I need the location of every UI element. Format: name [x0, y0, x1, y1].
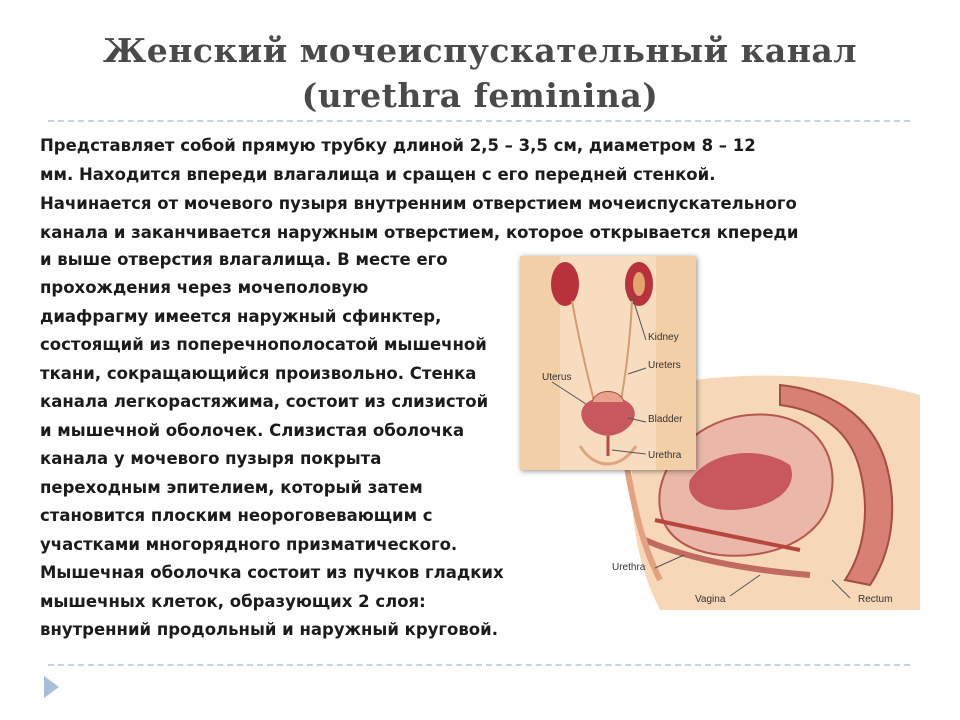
- text-line: Начинается от мочевого пузыря внутренним отверстием мочеиспускательного: [40, 194, 797, 213]
- slide-bullet-icon: [44, 676, 59, 698]
- title-line-1: Женский мочеиспускательный канал: [102, 31, 858, 70]
- text-line: диафрагму имеется наружный сфинктер,: [40, 307, 442, 326]
- text-line: прохождения через мочеполовую: [40, 278, 369, 297]
- text-line: участками многорядного призматического.: [40, 535, 458, 554]
- text-line: становится плоским неороговевающим с: [40, 506, 433, 525]
- slide-title: [40, 28, 920, 118]
- top-divider: [48, 120, 910, 122]
- text-line: и выше отверстия влагалища. В месте его: [40, 250, 448, 269]
- text-line: ткани, сокращающийся произвольно. Стенка: [40, 364, 477, 383]
- text-line: канала у мочевого пузыря покрыта: [40, 449, 382, 468]
- text-line: состоящий из поперечнополосатой мышечной: [40, 335, 487, 354]
- label-section-rectum: Rectum: [858, 594, 893, 605]
- label-section-vagina: Vagina: [695, 594, 726, 605]
- text-line: и мышечной оболочек. Слизистая оболочка: [40, 421, 465, 440]
- label-ureters: Ureters: [648, 360, 681, 371]
- text-line: переходным эпителием, который затем: [40, 478, 423, 497]
- text-line: канала и заканчивается наружным отверстием, которое открывается кпереди: [40, 223, 799, 242]
- text-line: Представляет собой прямую трубку длиной 2,5 – 3,5 см, диаметром 8 – 12: [40, 136, 756, 155]
- text-line: мм. Находится впереди влагалища и сращен с его передней стенкой.: [40, 165, 716, 184]
- text-line: Мышечная оболочка состоит из пучков гладких: [40, 563, 504, 582]
- label-urethra: Urethra: [648, 450, 682, 461]
- text-line: внутренний продольный и наружный круговой.: [40, 620, 498, 639]
- label-kidney: Kidney: [648, 332, 679, 343]
- text-line: канала легкорастяжима, состоит из слизистой: [40, 392, 489, 411]
- bottom-divider: [48, 664, 910, 666]
- text-line: мышечных клеток, образующих 2 слоя:: [40, 592, 426, 611]
- label-bladder: Bladder: [648, 414, 683, 425]
- title-line-2: (urethra feminina): [301, 76, 659, 115]
- front-view-illustration: [520, 256, 696, 470]
- label-section-urethra: Urethra: [612, 562, 646, 573]
- label-uterus: Uterus: [542, 372, 572, 383]
